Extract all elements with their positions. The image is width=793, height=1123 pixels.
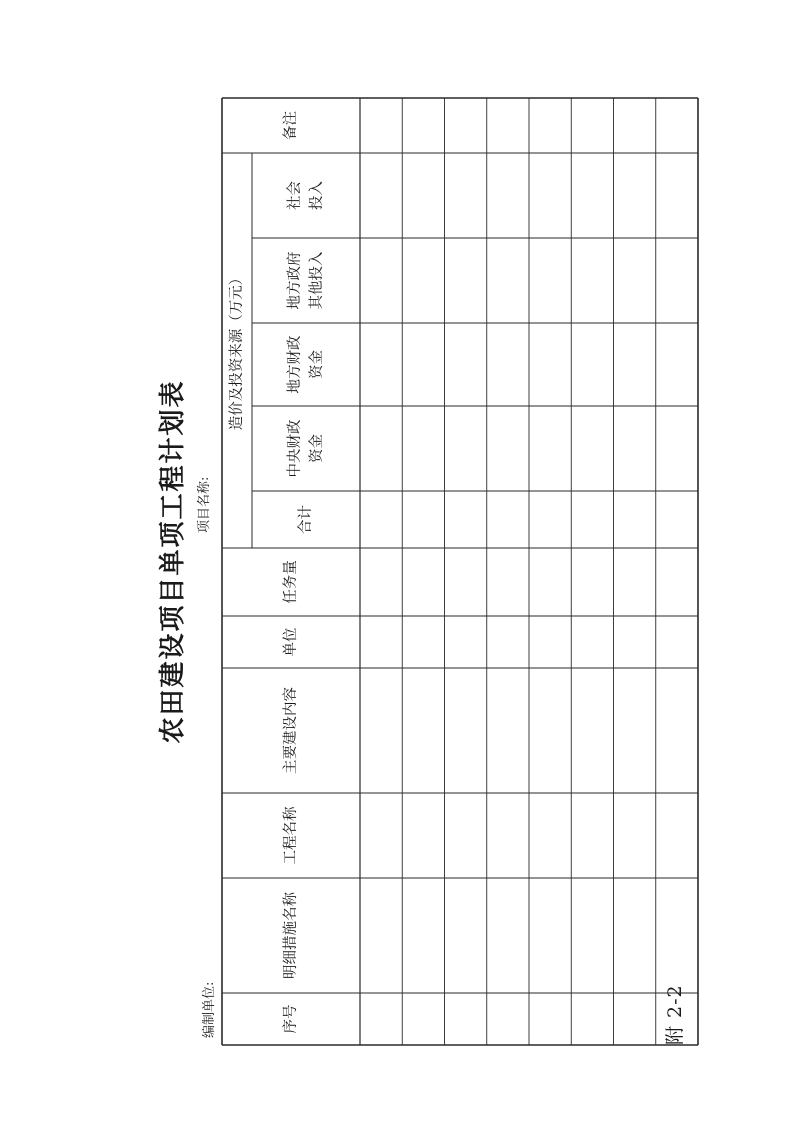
header-social: 社会 投入	[287, 181, 325, 210]
header-unit: 单位	[283, 627, 299, 657]
header-seq: 序号	[283, 1004, 299, 1034]
header-central-fund: 中央财政 资金	[287, 419, 325, 478]
project-name-label: 项目名称:	[197, 476, 212, 533]
compiling-unit-label: 编制单位:	[202, 981, 217, 1038]
annex-label: 附 2-2	[664, 984, 686, 1045]
header-project-name: 工程名称	[283, 806, 299, 865]
header-remarks: 备注	[283, 111, 299, 140]
header-local-other: 地方政府 其他投入	[287, 251, 325, 310]
document-title: 农田建设项目单项工程计划表	[158, 379, 188, 744]
header-main-content: 主要建设内容	[283, 687, 299, 774]
header-local-fund: 地方财政 资金	[287, 335, 325, 394]
header-measure-name: 明细措施名称	[283, 892, 299, 979]
header-total: 合计	[298, 505, 314, 534]
header-investment-group: 造价及投资来源（万元）	[229, 270, 245, 431]
header-quantity: 任务量	[283, 560, 299, 604]
